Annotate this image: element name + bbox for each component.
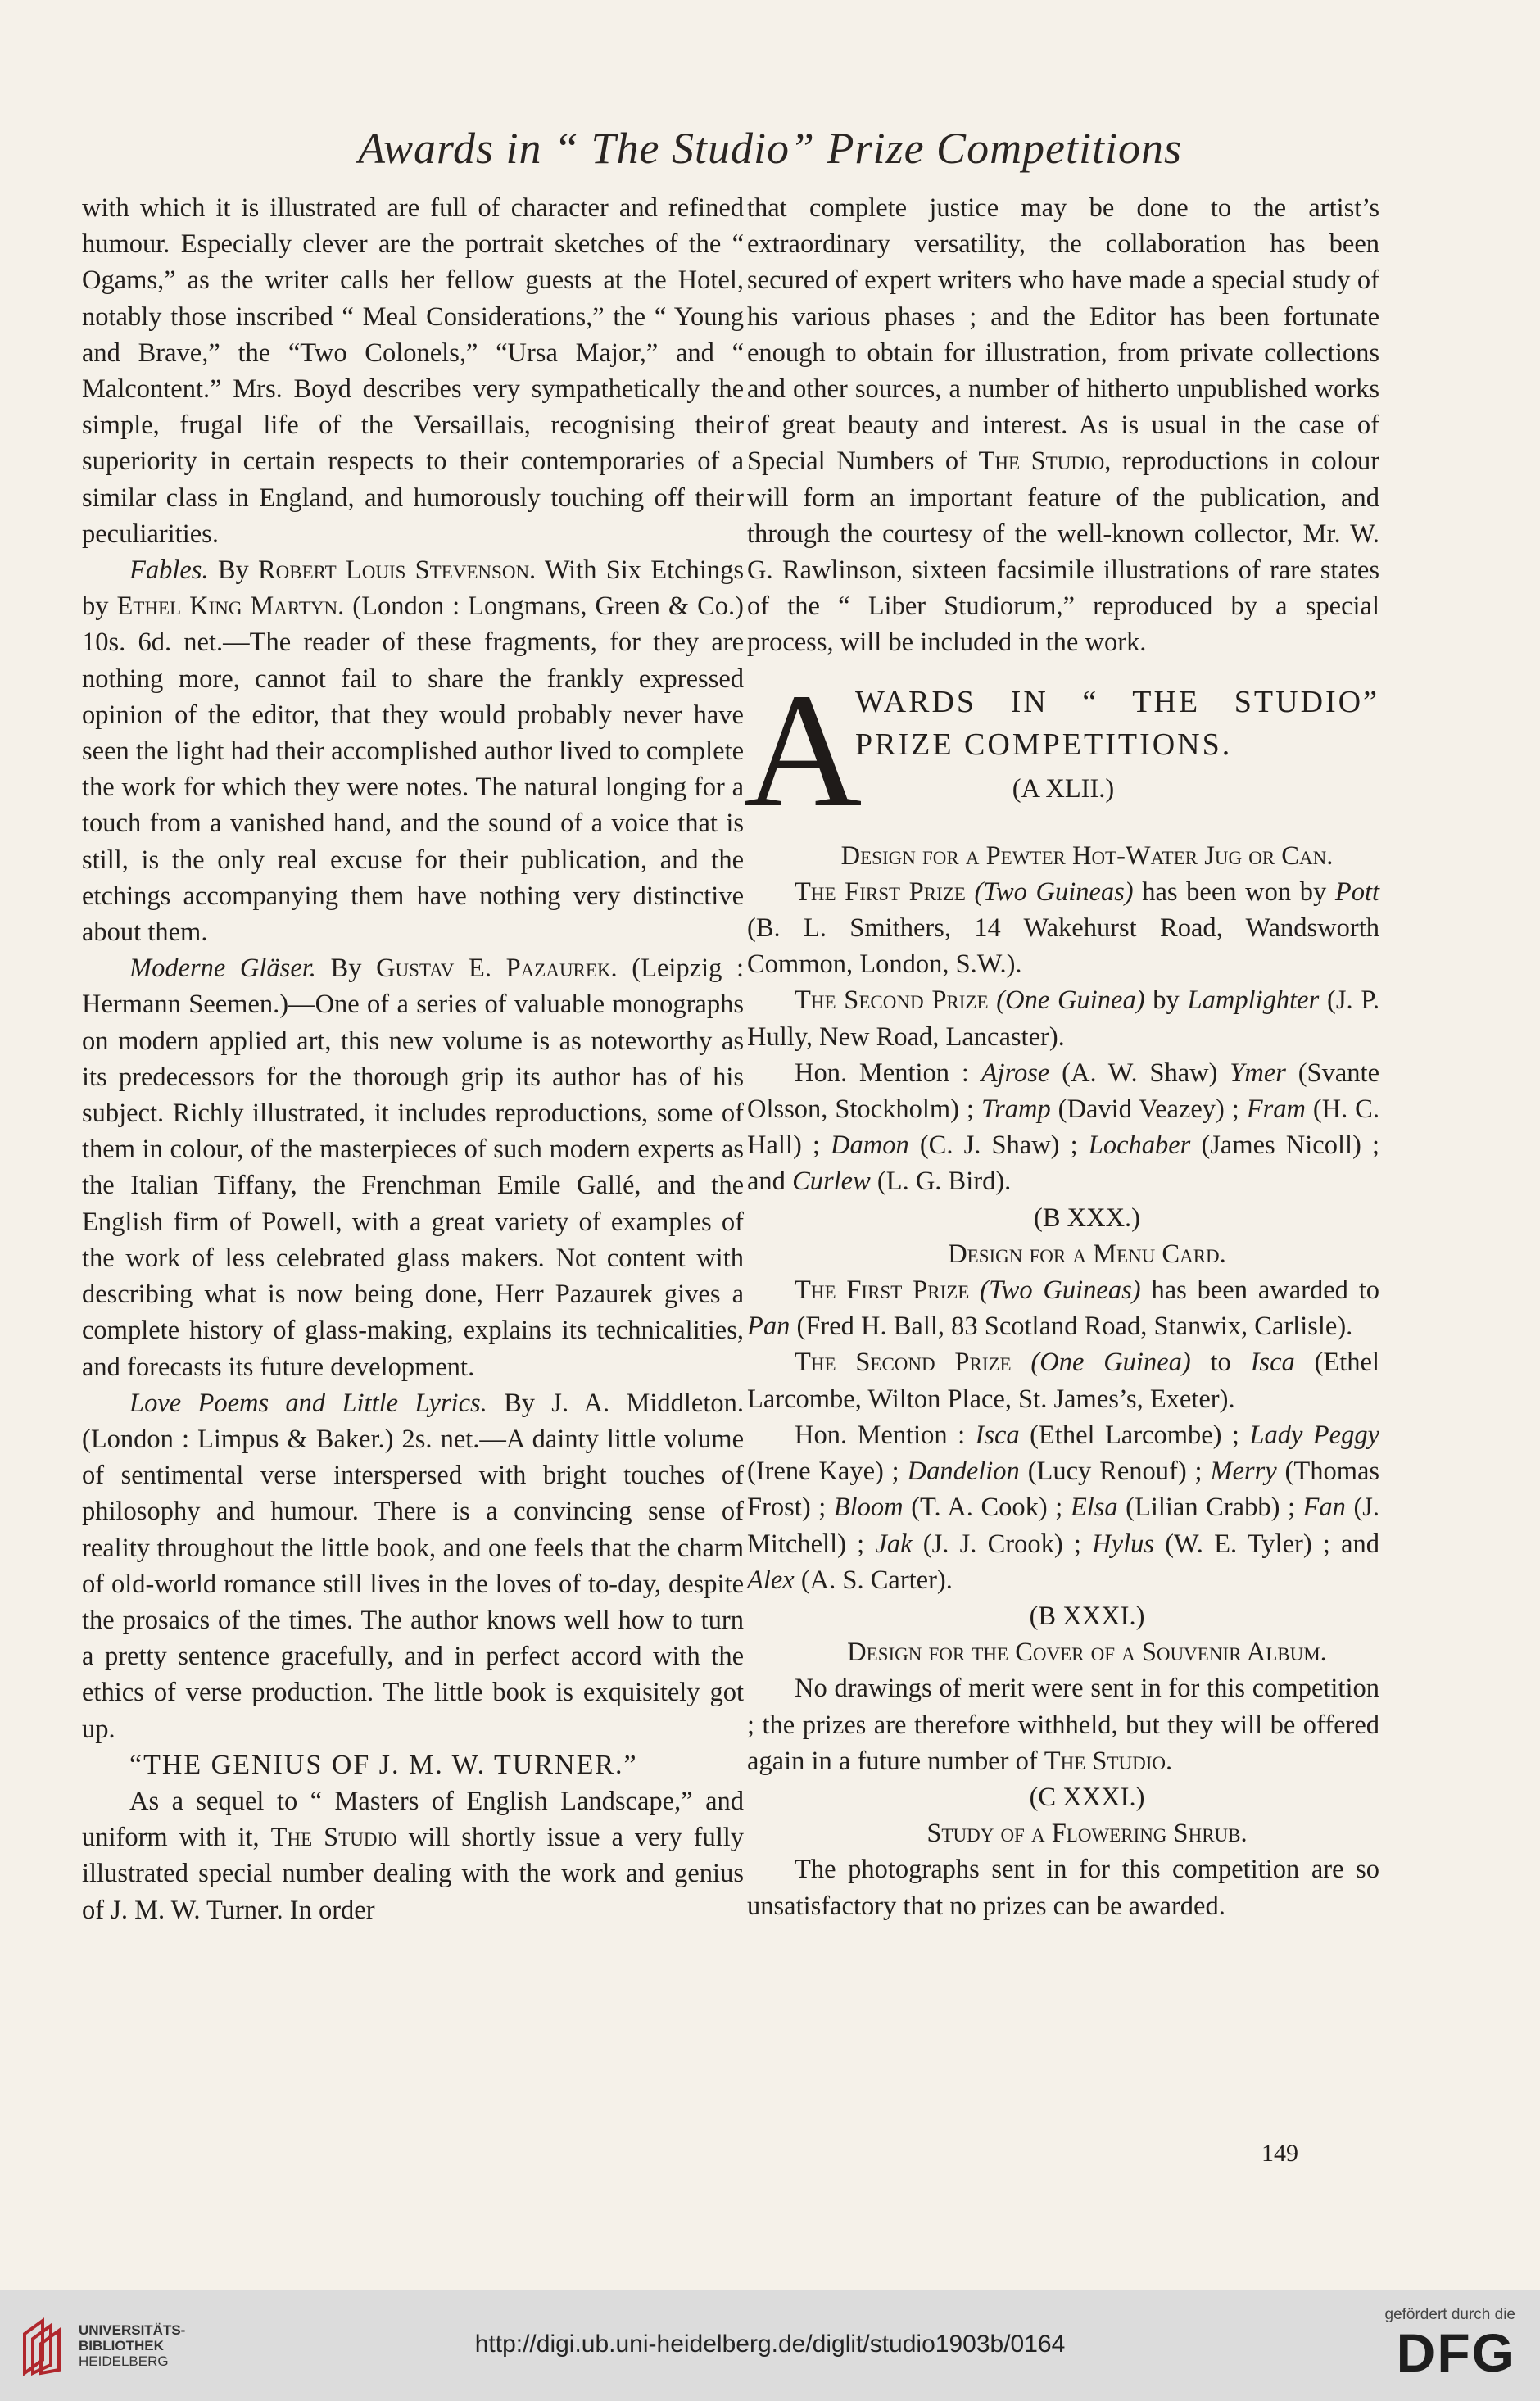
text: (Lucy Renouf) ; <box>1027 1456 1203 1487</box>
text: The Second Prize <box>795 1348 1012 1378</box>
prize-amount: (One Guinea) <box>996 985 1145 1016</box>
magazine-name: The Studio, <box>978 446 1112 477</box>
text: has been awarded to <box>1151 1275 1380 1306</box>
text: (A. S. Carter). <box>800 1565 953 1595</box>
book-title: Love Poems and Little Lyrics. <box>129 1388 487 1418</box>
pseudonym: Tramp <box>981 1094 1051 1125</box>
text: has been won by <box>1142 877 1327 907</box>
text: (Lilian Crabb) ; <box>1126 1493 1295 1523</box>
pseudonym: Dandelion <box>907 1456 1020 1487</box>
text: (C. J. Shaw) ; <box>919 1130 1078 1161</box>
text: —The reader of these fragments, for they are nothing more, cannot fail to share the frankly expressed opinion of the editor, that they would probably never have seen the light had their accomplished author lived to complete the work for which they were notes. The natural longing for a touch from a vanished hand, and the sound of a voice that is still, is the only real excuse for their publication, and the etchings accompanying them have nothing very distinctive about them. <box>82 627 744 948</box>
text: to <box>1210 1348 1231 1378</box>
pseudonym: Damon <box>831 1130 909 1161</box>
text: (Svante Olsson, Stockholm) ; <box>747 1058 1379 1125</box>
awards-title: WARDS IN “ THE STUDIO” PRIZE COMPETITIONS. <box>855 684 1379 762</box>
text: (L. G. Bird). <box>876 1167 1012 1197</box>
text: by <box>1153 985 1180 1016</box>
text: Hon. Mention : <box>795 1420 966 1450</box>
pseudonym: Curlew <box>792 1167 871 1197</box>
pseudonym: Bloom <box>833 1493 904 1523</box>
magazine-name: The Studio <box>270 1823 397 1853</box>
review-moderne-glaser <box>82 950 744 1384</box>
text: will shortly issue a very fully illustrated special number dealing with the work and genius of J. M. W. Turner. In order <box>82 1823 745 1925</box>
book-title: Moderne Gläser. <box>129 954 316 984</box>
competition-title: Design for the Cover of a Souvenir Album. <box>847 1638 1327 1668</box>
text: (Leipzig : Hermann Seemen.)—One of a series of valuable monographs on modern applied art, this new volume is as noteworthy as its predecessors for the thorough grip its author has of his subject. Richly illustrated, it includes reproductions, some of them in colour, of the masterpieces of such modern experts as the Italian Tiffany, the Frenchman Emile Gallé, and the English firm of Powell, with a great variety of examples of the work of less celebrated glass makers. Not content with describing what is now being done, Herr Pazaurek gives a complete history of glass-making, explains its technicalities, and forecasts its future development. <box>82 954 745 1382</box>
text: (David Veazey) ; <box>1058 1094 1239 1125</box>
second-prize <box>747 1344 1379 1416</box>
paragraph: with which it is illustrated are full of character and refined humour. Especially clever are the portrait sketches of the “ Ogams,” as the writer calls her fellow guests at the Hotel, notably those inscribed “ Meal Considerations,” the “ Young and Brave,” the “Two Colonels,” “Ursa Major,” and “ Malcontent.” Mrs. Boyd describes very sympathetically the simple, frugal life of the Versaillais, recognising their superiority in certain respects to their contemporaries of a similar class in England, and humorously touching off their peculiarities. <box>82 193 744 549</box>
pseudonym: Lamplighter <box>1187 985 1320 1016</box>
first-prize <box>747 874 1379 983</box>
text: that complete justice may be done to the artist’s extraordinary versatility, the collaboration has been secured of expert writers who have made a special study of his various phases ; and the Editor has been fortunate enough to obtain for illustration, from private collections and other sources, a number of hitherto unpublished works of great beauty and interest. As is usual in the case of Special Numbers of <box>747 193 1379 477</box>
text: The Second Prize <box>795 985 989 1016</box>
text: By J. A. Middleton. (London : Limpus & Baker.) 2s. net.—A dainty little volume of sentimental verse interspersed with bright touches of philosophy and humour. There is a convincing sense of reality throughout the little book, and one feels that the charm of old-world romance still lives in the loves of to-day, despite the prosaics of the times. The author knows well how to turn a pretty sentence gracefully, and in perfect accord with the ethics of verse production. The little book is exquisitely got up. <box>82 1388 744 1744</box>
pseudonym: Elsa <box>1070 1493 1118 1523</box>
pseudonym: Pan <box>747 1311 790 1342</box>
text: reproductions in colour will form an important feature of the publication, and through the courtesy of the well-known collector, Mr. W. G. Rawlinson, sixteen facsimile illustrations of rare states of the “ Liber Studiorum,” reproduced by a special process, will be included in the work. <box>747 446 1380 658</box>
text: (Thomas Frost) ; <box>747 1456 1380 1523</box>
running-header: Awards in “ The Studio” Prize Competitions <box>357 124 1183 173</box>
pseudonym: Isca <box>1250 1348 1295 1378</box>
honourable-mention <box>747 1417 1379 1598</box>
left-column <box>82 190 744 1928</box>
second-prize <box>747 982 1379 1054</box>
footer-bar <box>0 2290 1540 2401</box>
text: The First Prize <box>795 1275 970 1306</box>
library-name-line: HEIDELBERG <box>79 2353 169 2369</box>
pseudonym: Hylus <box>1092 1529 1154 1559</box>
pseudonym: Ymer <box>1230 1058 1286 1088</box>
pseudonym: Fan <box>1302 1493 1346 1523</box>
library-name-line: BIBLIOTHEK <box>79 2338 164 2353</box>
book-title: Fables. <box>129 555 209 586</box>
pseudonym: Merry <box>1210 1456 1277 1487</box>
pseudonym: Fram <box>1246 1094 1306 1125</box>
competition-title: Design for a Pewter Hot-Water Jug or Can. <box>840 840 1334 871</box>
awards-heading <box>744 659 1379 841</box>
review-love-poems <box>82 1385 744 1747</box>
text: (J. J. Crook) ; <box>922 1529 1081 1559</box>
address: (Fred H. Ball, 83 Scotland Road, Stanwix, Carlisle). <box>796 1311 1353 1342</box>
author-name: Gustav E. Pazaurek. <box>376 954 618 984</box>
library-name-line: UNIVERSITÄTS- <box>79 2322 186 2338</box>
illustrator-name: Ethel King Martyn. <box>116 591 345 622</box>
text: (T. A. Cook) ; <box>911 1493 1063 1523</box>
pseudonym: Ajrose <box>981 1058 1050 1088</box>
paragraph <box>747 1670 1379 1779</box>
text: With Six Etchings by <box>82 555 745 622</box>
pseudonym: Isca <box>975 1420 1020 1450</box>
competition-title: Design for a Menu Card. <box>948 1239 1226 1269</box>
turner-paragraph <box>82 1783 744 1928</box>
text: By <box>217 555 249 586</box>
dfg-logo-icon: DFG <box>1396 2322 1515 2383</box>
pseudonym: Pott <box>1334 877 1380 907</box>
dfg-credit <box>1352 2306 1515 2381</box>
honourable-mention <box>747 1055 1379 1200</box>
right-column <box>744 190 1380 1924</box>
text: (A. W. Shaw) <box>1062 1058 1218 1088</box>
turner-heading: “THE GENIUS OF J. M. W. TURNER.” <box>129 1749 638 1780</box>
text: (J. Mitchell) ; <box>747 1493 1380 1559</box>
text: The First Prize <box>795 877 966 907</box>
text: (Irene Kaye) ; <box>747 1456 899 1487</box>
page-number: 149 <box>1261 2140 1298 2167</box>
source-url-link[interactable]: http://digi.ub.uni-heidelberg.de/diglit/studio1903b/0164 <box>474 2331 1066 2358</box>
first-prize <box>747 1272 1379 1344</box>
pseudonym: Jak <box>875 1529 913 1559</box>
paragraph <box>747 190 1379 661</box>
competition-code: (B XXXI.) <box>1029 1601 1145 1631</box>
text: (H. C. Hall) ; <box>747 1094 1379 1161</box>
competition-code: (C XXXI.) <box>1029 1782 1145 1812</box>
review-fables <box>82 552 744 950</box>
drop-cap: A <box>744 659 863 841</box>
pseudonym: Lady Peggy <box>1249 1420 1379 1450</box>
address: (Ethel Larcombe, Wilton Place, St. James’s, Exeter). <box>747 1348 1379 1414</box>
competition-code: (B XXX.) <box>1034 1203 1140 1233</box>
publisher: (London : Longmans, Green & Co.) <box>352 591 745 622</box>
author-name: Robert Louis Stevenson. <box>257 555 537 586</box>
competition-title: Study of a Flowering Shrub. <box>926 1819 1248 1849</box>
pseudonym: Lochaber <box>1088 1130 1191 1161</box>
text: As a sequel to “ Masters of English Landscape,” and uniform with it, <box>82 1786 744 1853</box>
prize-amount: (Two Guineas) <box>980 1275 1141 1306</box>
address: (B. L. Smithers, 14 Wakehurst Road, Wandsworth Common, London, S.W.). <box>747 913 1379 980</box>
text: Hon. Mention : <box>795 1058 969 1088</box>
address: (J. P. Hully, New Road, Lancaster). <box>747 985 1379 1052</box>
pseudonym: Alex <box>747 1565 795 1595</box>
text: (W. E. Tyler) ; and <box>1165 1529 1380 1559</box>
text: (Ethel Larcombe) ; <box>1030 1420 1239 1450</box>
price: 10s. 6d. net. <box>82 627 224 658</box>
magazine-name: The Studio. <box>1044 1746 1173 1776</box>
funded-by-label: gefördert durch die <box>1384 2306 1515 2323</box>
text: (James Nicoll) ; and <box>747 1130 1379 1197</box>
competition-code: (A XLII.) <box>1012 773 1115 804</box>
prize-amount: (One Guinea) <box>1030 1348 1191 1378</box>
paragraph: The photographs sent in for this competition are so unsatisfactory that no prizes can be awarded. <box>747 1855 1379 1921</box>
prize-amount: (Two Guineas) <box>974 877 1134 907</box>
text: No drawings of merit were sent in for this competition ; the prizes are therefore withheld, but they will be offered again in a future number of <box>747 1674 1379 1776</box>
text: By <box>330 954 362 984</box>
